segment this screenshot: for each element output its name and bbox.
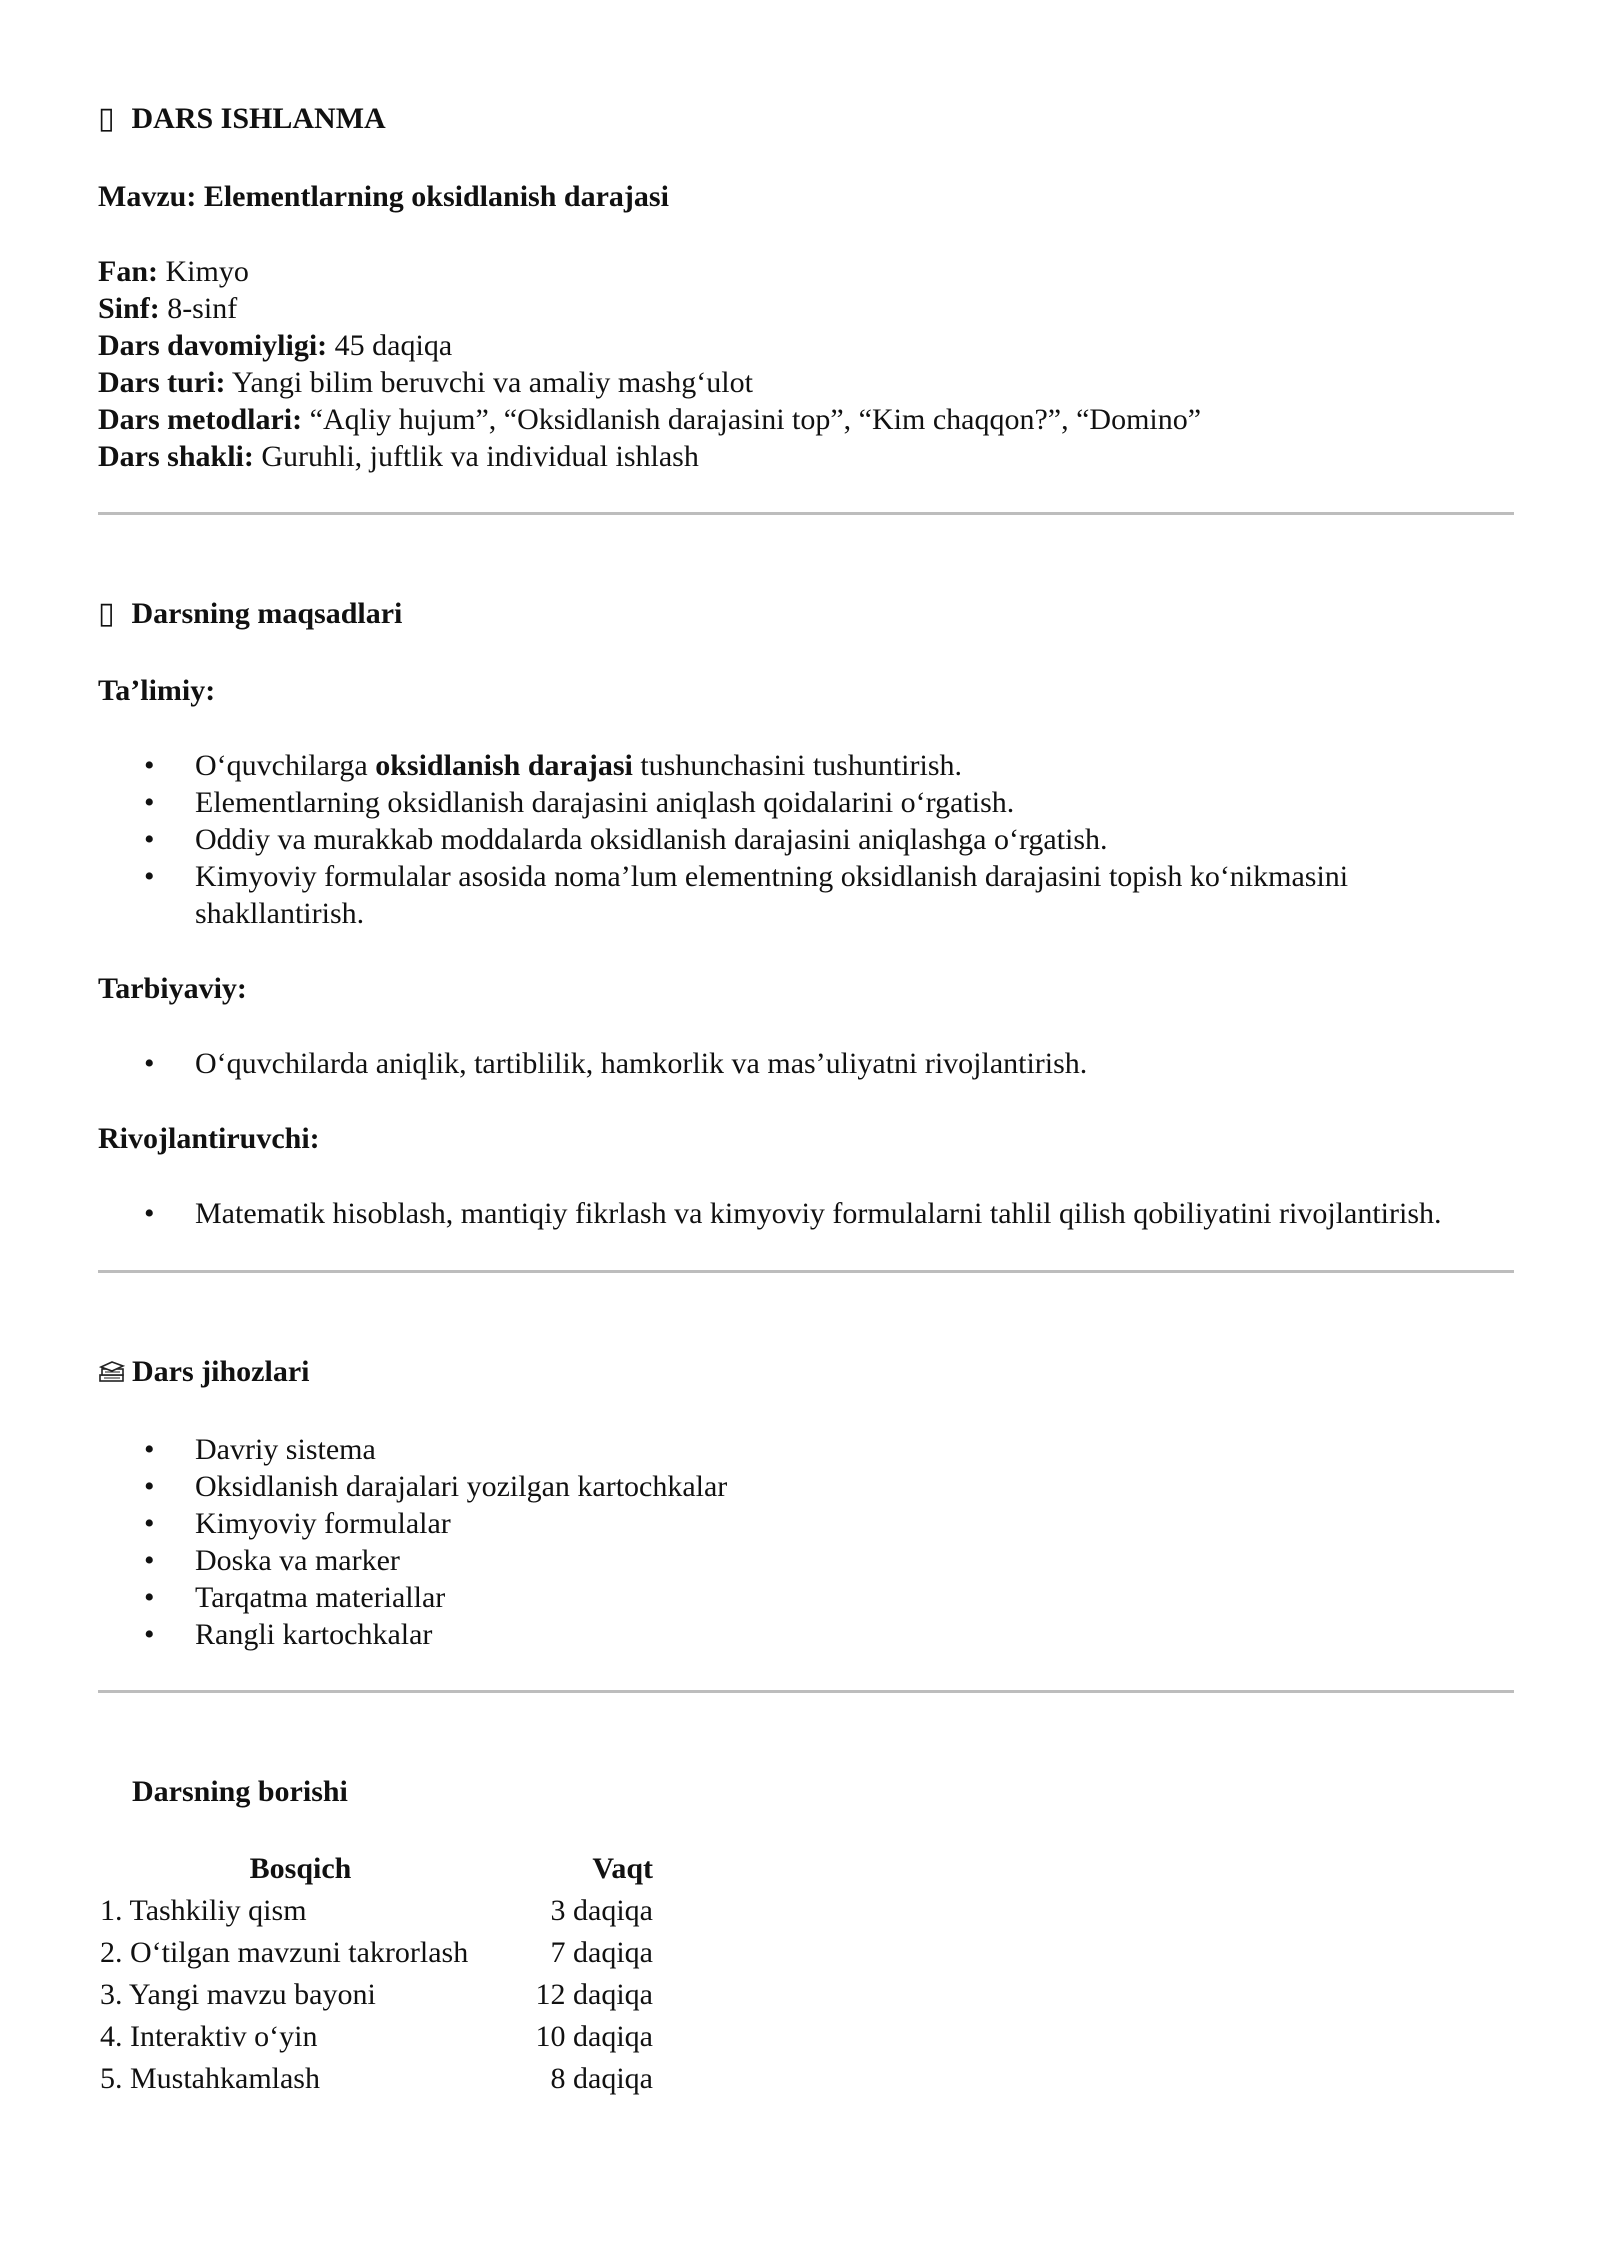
list-item: • Oddiy va murakkab moddalarda oksidlanish darajasini aniqlashga o‘rgatish. bbox=[98, 821, 1514, 858]
meta-label: Dars shakli: bbox=[98, 440, 254, 473]
stage-cell: 4. Interaktiv o‘yin bbox=[100, 2019, 318, 2053]
list-item: • Oksidlanish darajalari yozilgan kartochkalar bbox=[98, 1468, 1514, 1505]
progress-table bbox=[98, 1847, 653, 2099]
meta-value: Yangi bilim beruvchi va amaliy mashg‘ulot bbox=[231, 366, 753, 399]
talimiy-list bbox=[98, 747, 1514, 932]
tarbiyaviy-label: Tarbiyaviy: bbox=[98, 972, 247, 1005]
document-heading bbox=[98, 100, 1514, 142]
missing-glyph-icon: ▯ bbox=[98, 597, 115, 630]
meta-label: Fan: bbox=[98, 255, 158, 288]
stage-cell: 5. Mustahkamlash bbox=[100, 2061, 320, 2095]
meta-label: Dars turi: bbox=[98, 366, 226, 399]
table-header-row bbox=[98, 1847, 653, 1889]
meta-value: 45 daqiqa bbox=[334, 329, 453, 362]
table-row bbox=[98, 1931, 653, 1973]
missing-glyph-icon: ▯ bbox=[98, 102, 115, 135]
section-divider bbox=[98, 1270, 1514, 1273]
table-row bbox=[98, 2057, 653, 2099]
talimiy-label: Ta’limiy: bbox=[98, 674, 216, 707]
list-item bbox=[98, 747, 1514, 784]
stage-cell: 1. Tashkiliy qism bbox=[100, 1893, 307, 1927]
meta-label: Sinf: bbox=[98, 292, 160, 325]
document-content bbox=[98, 100, 1514, 2099]
progress-title: Darsning borishi bbox=[132, 1775, 348, 1808]
time-cell: 10 daqiqa bbox=[535, 2019, 653, 2053]
time-cell: 7 daqiqa bbox=[550, 1935, 653, 1969]
lesson-meta bbox=[98, 253, 1514, 475]
meta-type bbox=[98, 364, 1514, 401]
column-header-stage: Bosqich bbox=[249, 1851, 352, 1885]
item-text: tushunchasini tushuntirish. bbox=[632, 749, 962, 782]
goals-title: Darsning maqsadlari bbox=[131, 597, 403, 630]
meta-duration bbox=[98, 327, 1514, 364]
list-item: • Kimyoviy formulalar asosida noma’lum elementning oksidlanish darajasini topish ko‘nikmasini shakllantirish. bbox=[98, 858, 1514, 932]
meta-label: Dars davomiyligi: bbox=[98, 329, 328, 362]
rivojlantiruvchi-list bbox=[98, 1195, 1514, 1232]
lesson-topic bbox=[98, 178, 1514, 215]
goals-heading bbox=[98, 595, 1514, 637]
item-bold-term: oksidlanish darajasi bbox=[375, 749, 633, 782]
list-item: • Matematik hisoblash, mantiqiy fikrlash va kimyoviy formulalarni tahlil qilish qobiliyatini rivojlantirish. bbox=[98, 1195, 1514, 1232]
section-divider bbox=[98, 1690, 1514, 1693]
meta-grade bbox=[98, 290, 1514, 327]
section-divider bbox=[98, 512, 1514, 515]
document-title: DARS ISHLANMA bbox=[131, 102, 386, 135]
meta-value: Guruhli, juftlik va individual ishlash bbox=[261, 440, 699, 473]
rivojlantiruvchi-label: Rivojlantiruvchi: bbox=[98, 1122, 320, 1155]
stage-cell: 2. O‘tilgan mavzuni takrorlash bbox=[100, 1935, 469, 1969]
meta-methods bbox=[98, 401, 1514, 438]
list-item: • Tarqatma materiallar bbox=[98, 1579, 1514, 1616]
equipment-heading bbox=[98, 1353, 1514, 1395]
stage-cell: 3. Yangi mavzu bayoni bbox=[100, 1977, 376, 2011]
list-item: • O‘quvchilarda aniqlik, tartiblilik, hamkorlik va mas’uliyatni rivojlantirish. bbox=[98, 1045, 1514, 1082]
table-row bbox=[98, 1889, 653, 1931]
meta-value: “Aqliy hujum”, “Oksidlanish darajasini top”, “Kim chaqqon?”, “Domino” bbox=[309, 403, 1202, 436]
tarbiyaviy-list bbox=[98, 1045, 1514, 1082]
books-icon bbox=[98, 1356, 126, 1380]
meta-label: Dars metodlari: bbox=[98, 403, 303, 436]
list-item: • Davriy sistema bbox=[98, 1431, 1514, 1468]
table-row bbox=[98, 1973, 653, 2015]
table-row bbox=[98, 2015, 653, 2057]
column-header-time: Vaqt bbox=[592, 1851, 653, 1885]
list-item: • Doska va marker bbox=[98, 1542, 1514, 1579]
meta-value: 8-sinf bbox=[167, 292, 238, 325]
time-cell: 3 daqiqa bbox=[550, 1893, 653, 1927]
meta-value: Kimyo bbox=[165, 255, 249, 288]
list-item: • Kimyoviy formulalar bbox=[98, 1505, 1514, 1542]
meta-form bbox=[98, 438, 1514, 475]
equipment-list bbox=[98, 1431, 1514, 1653]
list-item: • Elementlarning oksidlanish darajasini aniqlash qoidalarini o‘rgatish. bbox=[98, 784, 1514, 821]
topic-label: Mavzu: bbox=[98, 180, 197, 213]
topic-value: Elementlarning oksidlanish darajasi bbox=[203, 180, 669, 213]
meta-subject bbox=[98, 253, 1514, 290]
equipment-title: Dars jihozlari bbox=[132, 1355, 310, 1388]
time-cell: 12 daqiqa bbox=[535, 1977, 653, 2011]
item-text: O‘quvchilarga bbox=[195, 749, 376, 782]
list-item: • Rangli kartochkalar bbox=[98, 1616, 1514, 1653]
time-cell: 8 daqiqa bbox=[550, 2061, 653, 2095]
